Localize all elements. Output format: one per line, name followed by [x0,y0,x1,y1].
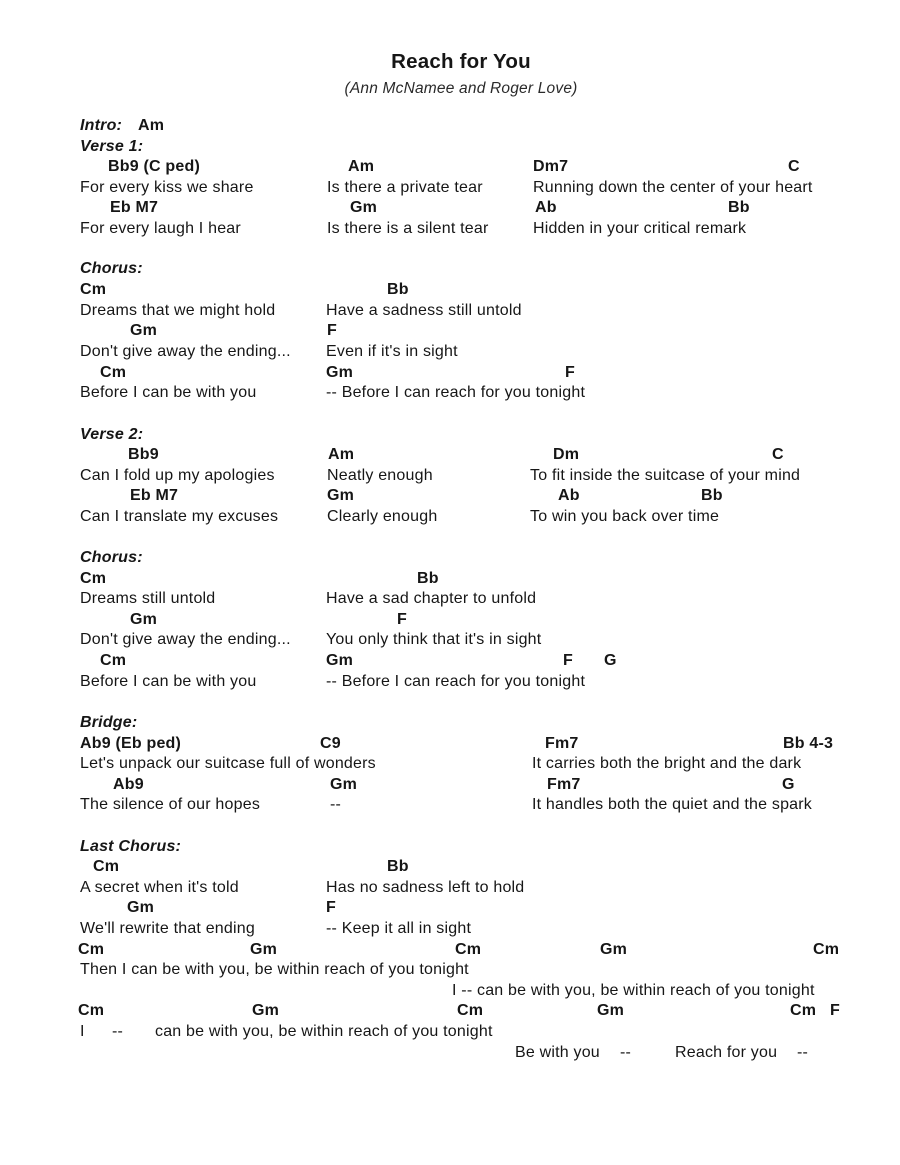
lyric-text: Don't give away the ending... [80,343,291,360]
lyric-text: For every kiss we share [80,179,254,196]
lyric-text: -- Before I can reach for you tonight [326,673,586,690]
chord-symbol: G [782,776,795,793]
lyric-text: It carries both the bright and the dark [532,755,802,772]
lyric-text: Hidden in your critical remark [533,220,747,237]
chord-symbol: G [604,652,617,669]
chord-symbol: Gm [326,652,354,669]
chord-symbol: Bb9 [128,446,159,463]
lyric-text: It handles both the quiet and the spark [532,796,812,813]
chord-symbol: Bb [728,199,750,216]
lyric-text: Don't give away the ending... [80,631,291,648]
lyric-text: Can I translate my excuses [80,508,279,525]
chord-symbol: Gm [252,1002,280,1019]
chord-symbol: Eb M7 [110,199,159,216]
chord-symbol: Cm [78,1002,105,1019]
chord-symbol: Cm [80,570,107,587]
section-header: Chorus: [80,260,143,277]
chord-symbol: Am [138,117,165,134]
lyric-text: The silence of our hopes [80,796,261,813]
lyric-text: Is there is a silent tear [327,220,489,237]
section-header: Verse 1: [80,138,144,155]
chord-symbol: Dm7 [533,158,569,175]
lyric-text: -- Keep it all in sight [326,920,472,937]
chord-symbol: Bb [701,487,723,504]
lyric-text: Let's unpack our suitcase full of wonders [80,755,376,772]
lyric-text: You only think that it's in sight [326,631,542,648]
chord-symbol: F [565,364,575,381]
lyric-text: Before I can be with you [80,673,257,690]
chord-symbol: F [326,899,336,916]
chord-symbol: Cm [457,1002,484,1019]
chord-symbol: F [563,652,573,669]
chord-symbol: F [830,1002,840,1019]
lyric-text: For every laugh I hear [80,220,241,237]
chord-symbol: Fm7 [547,776,581,793]
chord-symbol: Cm [790,1002,817,1019]
chord-symbol: Bb9 (C ped) [108,158,200,175]
chord-symbol: Cm [100,364,127,381]
lyric-text: Neatly enough [327,467,433,484]
lyric-text: -- Before I can reach for you tonight [326,384,586,401]
chord-symbol: Cm [813,941,840,958]
lyric-text: Even if it's in sight [326,343,458,360]
chord-symbol: Ab9 (Eb ped) [80,735,182,752]
lyric-text: Before I can be with you [80,384,257,401]
chord-symbol: C9 [320,735,341,752]
lyric-text: -- [620,1044,632,1061]
chord-symbol: Ab9 [113,776,144,793]
lyric-text: Have a sad chapter to unfold [326,590,537,607]
chord-symbol: Cm [78,941,105,958]
lyric-text: -- [797,1044,809,1061]
chord-symbol: Am [328,446,355,463]
lyric-text: Reach for you [675,1044,778,1061]
section-header: Last Chorus: [80,838,182,855]
chord-symbol: Am [348,158,375,175]
chord-symbol: Gm [597,1002,625,1019]
lyric-text: Be with you [515,1044,600,1061]
lyric-text: To win you back over time [530,508,720,525]
lyric-text: Has no sadness left to hold [326,879,525,896]
lyric-text: I [80,1023,85,1040]
lyric-text: Can I fold up my apologies [80,467,275,484]
chord-symbol: Fm7 [545,735,579,752]
section-header: Chorus: [80,549,143,566]
chord-symbol: Cm [100,652,127,669]
chord-symbol: Gm [350,199,378,216]
song-credit: (Ann McNamee and Roger Love) [344,80,578,97]
lyric-text: -- [330,796,342,813]
chord-symbol: Gm [327,487,355,504]
lyric-text: Then I can be with you, be within reach of you tonight [80,961,469,978]
chord-symbol: Dm [553,446,580,463]
chord-symbol: Cm [80,281,107,298]
chord-symbol: Ab [535,199,557,216]
chord-symbol: Gm [130,611,158,628]
chord-symbol: Gm [250,941,278,958]
chord-symbol: Ab [558,487,580,504]
lyric-text: Have a sadness still untold [326,302,522,319]
chord-symbol: F [397,611,407,628]
section-header: Verse 2: [80,426,144,443]
chord-symbol: Bb [417,570,439,587]
section-header: Intro: [80,117,123,134]
chord-symbol: Bb [387,281,409,298]
chord-symbol: C [772,446,784,463]
lyric-text: I -- can be with you, be within reach of you tonight [452,982,815,999]
lyric-text: Running down the center of your heart [533,179,813,196]
chord-symbol: Gm [326,364,354,381]
chord-symbol: C [788,158,800,175]
chord-symbol: Bb [387,858,409,875]
lyric-text: Clearly enough [327,508,438,525]
chord-symbol: Gm [330,776,358,793]
chord-symbol: F [327,322,337,339]
chord-symbol: Eb M7 [130,487,179,504]
chord-symbol: Gm [130,322,158,339]
chord-symbol: Cm [93,858,120,875]
lyric-text: -- [112,1023,124,1040]
lyric-text: Is there a private tear [327,179,483,196]
lyric-text: Dreams that we might hold [80,302,276,319]
song-title: Reach for You [391,50,531,73]
chord-symbol: Gm [127,899,155,916]
chord-symbol: Cm [455,941,482,958]
chord-symbol: Bb 4-3 [783,735,834,752]
chord-symbol: Gm [600,941,628,958]
lyric-text: To fit inside the suitcase of your mind [530,467,801,484]
lyric-text: A secret when it's told [80,879,239,896]
section-header: Bridge: [80,714,138,731]
lyric-text: We'll rewrite that ending [80,920,255,937]
lyric-text: Dreams still untold [80,590,216,607]
lyric-text: can be with you, be within reach of you tonight [155,1023,493,1040]
